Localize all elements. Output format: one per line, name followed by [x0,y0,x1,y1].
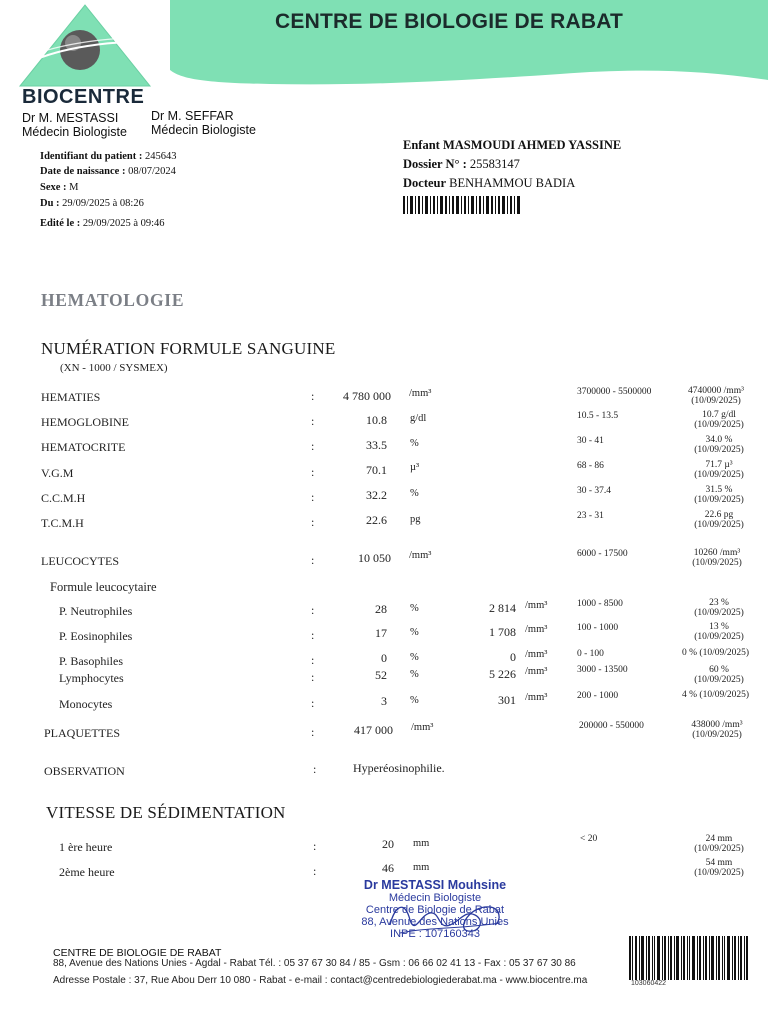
referring-doctor-label: Docteur [403,176,447,190]
patient-id-label: Identifiant du patient : [40,151,143,162]
colon: : [311,553,315,567]
vs2-prev [679,858,759,878]
eosinophiles-prev-value: 13 % [709,622,729,632]
leucocytes-prev-value: 10260 /mm³ [693,548,741,558]
stamp-center: Centre de Biologie de Rabat [365,904,505,916]
colon: : [311,465,315,479]
ccmh-name: C.C.M.H [41,491,86,505]
referring-doctor [403,176,575,191]
hematocrite-prev [679,435,759,455]
tcmh-unit: pg [410,514,421,525]
tcmh-prev-value: 22.6 pg [704,510,734,520]
hematies-unit: /mm³ [409,388,432,399]
vgm-unit: µ³ [410,462,420,473]
stamp-address: 88, Avenue des Nations Unies [361,916,509,928]
patient-sex [40,182,79,193]
edit-date-label: Edité le : [40,218,81,229]
patient-sex-label: Sexe : [40,182,67,193]
hematies-value: 4 780 000 [343,389,391,403]
eosinophiles-name: P. Eosinophiles [59,629,133,643]
lymphocytes-prev [679,665,759,685]
stamp-role: Médecin Biologiste [388,892,482,904]
eosinophiles-unit: % [410,627,419,638]
vgm-prev-value: 71.7 µ³ [705,460,733,470]
basophiles-unit: % [410,652,419,663]
sample-date [40,198,144,209]
vgm-ref: 68 - 86 [577,461,604,471]
lymphocytes-prev-date: (10/09/2025) [694,675,744,685]
hemoglobine-name: HEMOGLOBINE [41,415,129,429]
basophiles-prev: 0 % (10/09/2025) [682,648,750,658]
stamp-doctor-name: Dr MESTASSI Mouhsine [363,878,507,892]
lymphocytes-prev-value: 60 % [709,665,729,675]
hematies-prev [676,386,756,406]
hematocrite-ref: 30 - 41 [577,436,604,446]
plaquettes-prev-date: (10/09/2025) [692,730,742,740]
neutrophiles-ref: 1000 - 8500 [577,599,623,609]
plaquettes-unit: /mm³ [411,722,434,733]
edit-date-value: 29/09/2025 à 09:46 [82,218,165,229]
colon: : [311,653,315,667]
dossier-barcode [403,196,523,214]
vs1-value: 20 [382,837,394,851]
hemoglobine-prev-date: (10/09/2025) [694,420,744,430]
vgm-value: 70.1 [366,463,387,477]
eosinophiles-percent: 17 [375,626,387,640]
ccmh-prev-value: 31.5 % [705,485,733,495]
footer-address: 88, Avenue des Nations Unies - Agdal - Rabat Tél. : 05 37 67 30 84 / 85 - Gsm : 06 66 02 41 13 - Fax : 05 37 67 30 86 [53,958,576,969]
section-vs: VITESSE DE SÉDIMENTATION [46,803,286,822]
colon: : [311,725,315,739]
leucocytes-unit: /mm³ [409,550,432,561]
hematocrite-name: HEMATOCRITE [41,440,126,454]
eosinophiles-prev [679,622,759,642]
plaquettes-name: PLAQUETTES [44,726,120,740]
basophiles-percent: 0 [381,651,387,665]
lymphocytes-abs-unit: /mm³ [525,666,548,677]
neutrophiles-prev [679,598,759,618]
colon: : [311,696,315,710]
logo-text: BIOCENTRE [22,86,145,108]
monocytes-prev: 4 % (10/09/2025) [682,690,750,700]
sample-date-value: 29/09/2025 à 08:26 [62,198,144,209]
hematocrite-prev-value: 34.0 % [705,435,733,445]
neutrophiles-abs-unit: /mm³ [525,600,548,611]
doctor-1-role: Médecin Biologiste [22,125,127,139]
vs1-name: 1 ère heure [59,840,113,854]
colon: : [311,603,315,617]
ccmh-prev [679,485,759,505]
colon: : [311,439,315,453]
patient-dob-value: 08/07/2024 [128,166,176,177]
ccmh-prev-date: (10/09/2025) [694,495,744,505]
ccmh-value: 32.2 [366,488,387,502]
monocytes-name: Monocytes [59,697,113,711]
hematocrite-prev-date: (10/09/2025) [694,445,744,455]
hemoglobine-prev [679,410,759,430]
patient-dob [40,166,176,177]
footer-lab-name: CENTRE DE BIOLOGIE DE RABAT [53,947,222,959]
colon: : [313,839,317,853]
vs1-unit: mm [413,838,430,849]
hematocrite-unit: % [410,438,419,449]
hematies-name: HEMATIES [41,390,101,404]
observation-label: OBSERVATION [44,764,125,778]
lymphocytes-absolute: 5 226 [489,667,516,681]
neutrophiles-percent: 28 [375,602,387,616]
neutrophiles-prev-value: 23 % [709,598,729,608]
plaquettes-ref: 200000 - 550000 [579,721,644,731]
vs2-prev-date: (10/09/2025) [694,868,744,878]
basophiles-abs-unit: /mm³ [525,649,548,660]
vgm-name: V.G.M [41,466,74,480]
section-hematologie: HEMATOLOGIE [41,290,185,310]
neutrophiles-prev-date: (10/09/2025) [694,608,744,618]
vs2-value: 46 [382,861,394,875]
basophiles-name: P. Basophiles [59,654,124,668]
eosinophiles-absolute: 1 708 [489,625,516,639]
lymphocytes-name: Lymphocytes [59,671,124,685]
patient-sex-value: M [69,182,79,193]
monocytes-unit: % [410,695,419,706]
stamp-inpe: INPE : 107160343 [390,928,480,940]
vs1-prev [679,834,759,854]
edit-date [40,218,165,229]
monocytes-percent: 3 [381,694,387,708]
patient-id [40,151,177,162]
plaquettes-value: 417 000 [354,723,393,737]
handwritten-signature [360,885,520,945]
sample-date-label: Du : [40,198,60,209]
hematies-prev-value: 4740000 /mm³ [688,386,744,396]
section-nfs: NUMÉRATION FORMULE SANGUINE [41,339,336,358]
vgm-prev [679,460,759,480]
monocytes-absolute: 301 [498,693,516,707]
hematies-prev-date: (10/09/2025) [691,396,741,406]
lymphocytes-unit: % [410,669,419,680]
formule-leucocytaire-title: Formule leucocytaire [50,580,157,594]
eosinophiles-prev-date: (10/09/2025) [694,632,744,642]
observation-value: Hyperéosinophilie. [353,761,445,775]
doctor-2-role: Médecin Biologiste [151,123,256,137]
colon: : [311,414,315,428]
dossier-value: 25583147 [469,157,520,171]
vs1-prev-date: (10/09/2025) [694,844,744,854]
vgm-prev-date: (10/09/2025) [694,470,744,480]
doctor-2-name: Dr M. SEFFAR [151,109,234,123]
basophiles-ref: 0 - 100 [577,649,604,659]
footer-barcode-number: 103060422 [631,980,667,987]
tcmh-prev-date: (10/09/2025) [694,520,744,530]
leucocytes-prev [677,548,757,568]
lymphocytes-ref: 3000 - 13500 [577,665,628,675]
colon: : [311,628,315,642]
hematies-ref: 3700000 - 5500000 [577,387,652,397]
colon: : [311,670,315,684]
monocytes-ref: 200 - 1000 [577,691,619,701]
footer-barcode [629,936,749,984]
hemoglobine-unit: g/dl [410,413,427,424]
plaquettes-prev [677,720,757,740]
neutrophiles-unit: % [410,603,419,614]
lymphocytes-percent: 52 [375,668,387,682]
footer-postal-address: Adresse Postale : 37, Rue Abou Derr 10 080 - Rabat - e-mail : contact@centredebiologiederabat.ma - www.biocentre.ma [53,975,588,986]
neutrophiles-name: P. Neutrophiles [59,604,133,618]
ccmh-ref: 30 - 37.4 [577,486,612,496]
plaquettes-prev-value: 438000 /mm³ [691,720,743,730]
ccmh-unit: % [410,488,419,499]
neutrophiles-absolute: 2 814 [489,601,516,615]
method-note: (XN - 1000 / SYSMEX) [60,362,168,374]
dossier-number [403,157,520,172]
hematocrite-value: 33.5 [366,438,387,452]
vs1-ref: < 20 [580,834,598,844]
doctor-1-name: Dr M. MESTASSI [22,111,119,125]
leucocytes-name: LEUCOCYTES [41,554,119,568]
patient-dob-label: Date de naissance : [40,166,126,177]
colon: : [313,762,317,776]
vs2-prev-value: 54 mm [705,858,733,868]
vs1-prev-value: 24 mm [705,834,733,844]
tcmh-prev [679,510,759,530]
leucocytes-prev-date: (10/09/2025) [692,558,742,568]
basophiles-absolute: 0 [510,650,516,664]
tcmh-value: 22.6 [366,513,387,527]
patient-name-text: Enfant MASMOUDI AHMED YASSINE [403,138,622,152]
hemoglobine-ref: 10.5 - 13.5 [577,411,619,421]
lab-title: CENTRE DE BIOLOGIE DE RABAT [275,10,624,33]
referring-doctor-value: BENHAMMOU BADIA [449,176,576,190]
colon: : [311,490,315,504]
vs2-unit: mm [413,862,430,873]
monocytes-abs-unit: /mm³ [525,692,548,703]
colon: : [313,864,317,878]
patient-name [403,138,621,153]
leucocytes-value: 10 050 [358,551,391,565]
colon: : [311,515,315,529]
eosinophiles-abs-unit: /mm³ [525,624,548,635]
hemoglobine-prev-value: 10.7 g/dl [702,410,736,420]
leucocytes-ref: 6000 - 17500 [577,549,628,559]
patient-id-value: 245643 [145,151,177,162]
colon: : [311,389,315,403]
vs2-name: 2ème heure [59,865,115,879]
tcmh-name: T.C.M.H [41,516,84,530]
dossier-label: Dossier N° : [403,157,467,171]
tcmh-ref: 23 - 31 [577,511,604,521]
eosinophiles-ref: 100 - 1000 [577,623,619,633]
hemoglobine-value: 10.8 [366,413,387,427]
